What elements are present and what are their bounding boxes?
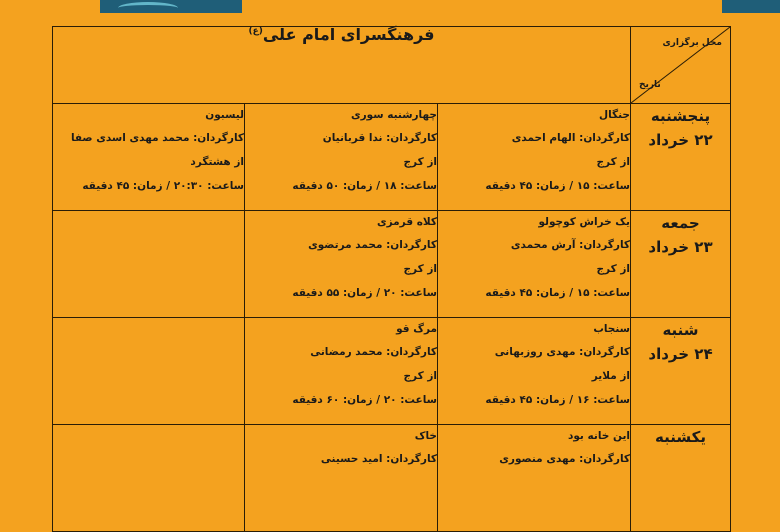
performance-cell-empty xyxy=(53,425,245,532)
performance-cell xyxy=(438,211,631,318)
performance-title: چهارشنبه سوری xyxy=(351,109,437,121)
performance-time: ساعت: ۲۰:۳۰ / زمان: ۴۵ دقیقه xyxy=(82,180,244,192)
performance-time: ساعت: ۲۰ / زمان: ۵۵ دقیقه xyxy=(292,287,437,299)
performance-cell xyxy=(438,318,631,425)
day-row xyxy=(53,318,731,425)
performance-time: ساعت: ۲۰ / زمان: ۶۰ دقیقه xyxy=(292,394,437,406)
day-name: یکشنبه xyxy=(655,428,706,446)
day-row xyxy=(53,104,731,211)
performance-director: کارگردان: مهدی روزبهانی xyxy=(494,346,630,358)
performance-title: یک خراش کوچولو xyxy=(538,216,630,228)
logo-wave-icon xyxy=(118,2,178,14)
performance-title: جنگال xyxy=(598,109,630,121)
day-row xyxy=(53,211,731,318)
performance-title: این خانه بود xyxy=(567,430,630,442)
performance-director: کارگردان: آرش محمدی xyxy=(510,239,630,251)
performance-cell xyxy=(53,104,245,211)
performance-cell-empty xyxy=(53,211,245,318)
performance-title: لیسبون xyxy=(205,109,244,121)
day-name: شنبه xyxy=(662,321,699,339)
performance-director: کارگردان: محمد مرتضوی xyxy=(308,239,437,251)
day-name: جمعه xyxy=(661,214,700,232)
day-date: ۲۲ خرداد xyxy=(648,131,713,149)
performance-origin: از کرج xyxy=(403,370,437,382)
day-cell xyxy=(631,104,731,211)
day-cell xyxy=(631,211,731,318)
venue-name: فرهنگسرای امام علی$^{(ع)}$ xyxy=(248,25,435,44)
performance-director: کارگردان: امید حسینی xyxy=(320,453,437,465)
day-date: ۲۴ خرداد xyxy=(648,345,713,363)
performance-cell xyxy=(245,211,438,318)
date-column-label: تاریخ xyxy=(639,80,661,90)
performance-schedule-table xyxy=(52,26,731,532)
performance-cell xyxy=(245,318,438,425)
performance-cell-empty xyxy=(53,318,245,425)
performance-director: کارگردان: مهدی منصوری xyxy=(499,453,630,465)
performance-title: سنجاب xyxy=(593,323,630,335)
performance-director: کارگردان: محمد مهدی اسدی صفا xyxy=(70,132,244,144)
performance-origin: از کرج xyxy=(596,263,630,275)
performance-time: ساعت: ۱۵ / زمان: ۴۵ دقیقه xyxy=(485,180,630,192)
performance-time: ساعت: ۱۶ / زمان: ۴۵ دقیقه xyxy=(485,394,630,406)
performance-title: مرگ قو xyxy=(396,323,437,335)
performance-origin: از کرج xyxy=(596,156,630,168)
sponsor-logo-left xyxy=(100,0,242,13)
day-cell xyxy=(631,318,731,425)
venue-cell xyxy=(53,27,631,104)
day-date: ۲۳ خرداد xyxy=(648,238,713,256)
header-row xyxy=(53,27,731,104)
day-row xyxy=(53,425,731,532)
performance-title: خاک xyxy=(414,430,437,442)
venue-honorific: (ع) xyxy=(248,26,263,37)
performance-cell xyxy=(245,425,438,532)
performance-director: کارگردان: محمد رمضانی xyxy=(310,346,437,358)
performance-time: ساعت: ۱۵ / زمان: ۴۵ دقیقه xyxy=(485,287,630,299)
day-name: پنجشنبه xyxy=(650,107,711,125)
corner-header-cell xyxy=(631,27,731,104)
performance-origin: از هشتگرد xyxy=(190,156,244,168)
sponsor-logo-right xyxy=(722,0,780,13)
performance-cell xyxy=(438,104,631,211)
performance-director: کارگردان: ندا قربانیان xyxy=(322,132,437,144)
day-cell xyxy=(631,425,731,532)
performance-origin: از کرج xyxy=(403,156,437,168)
performance-cell xyxy=(438,425,631,532)
performance-cell xyxy=(245,104,438,211)
venue-column-label: محل برگزاری xyxy=(662,38,722,48)
performance-director: کارگردان: الهام احمدی xyxy=(511,132,630,144)
performance-title: کلاه قرمزی xyxy=(377,216,437,228)
performance-time: ساعت: ۱۸ / زمان: ۵۰ دقیقه xyxy=(292,180,437,192)
performance-origin: از ملایر xyxy=(591,370,630,382)
performance-origin: از کرج xyxy=(403,263,437,275)
